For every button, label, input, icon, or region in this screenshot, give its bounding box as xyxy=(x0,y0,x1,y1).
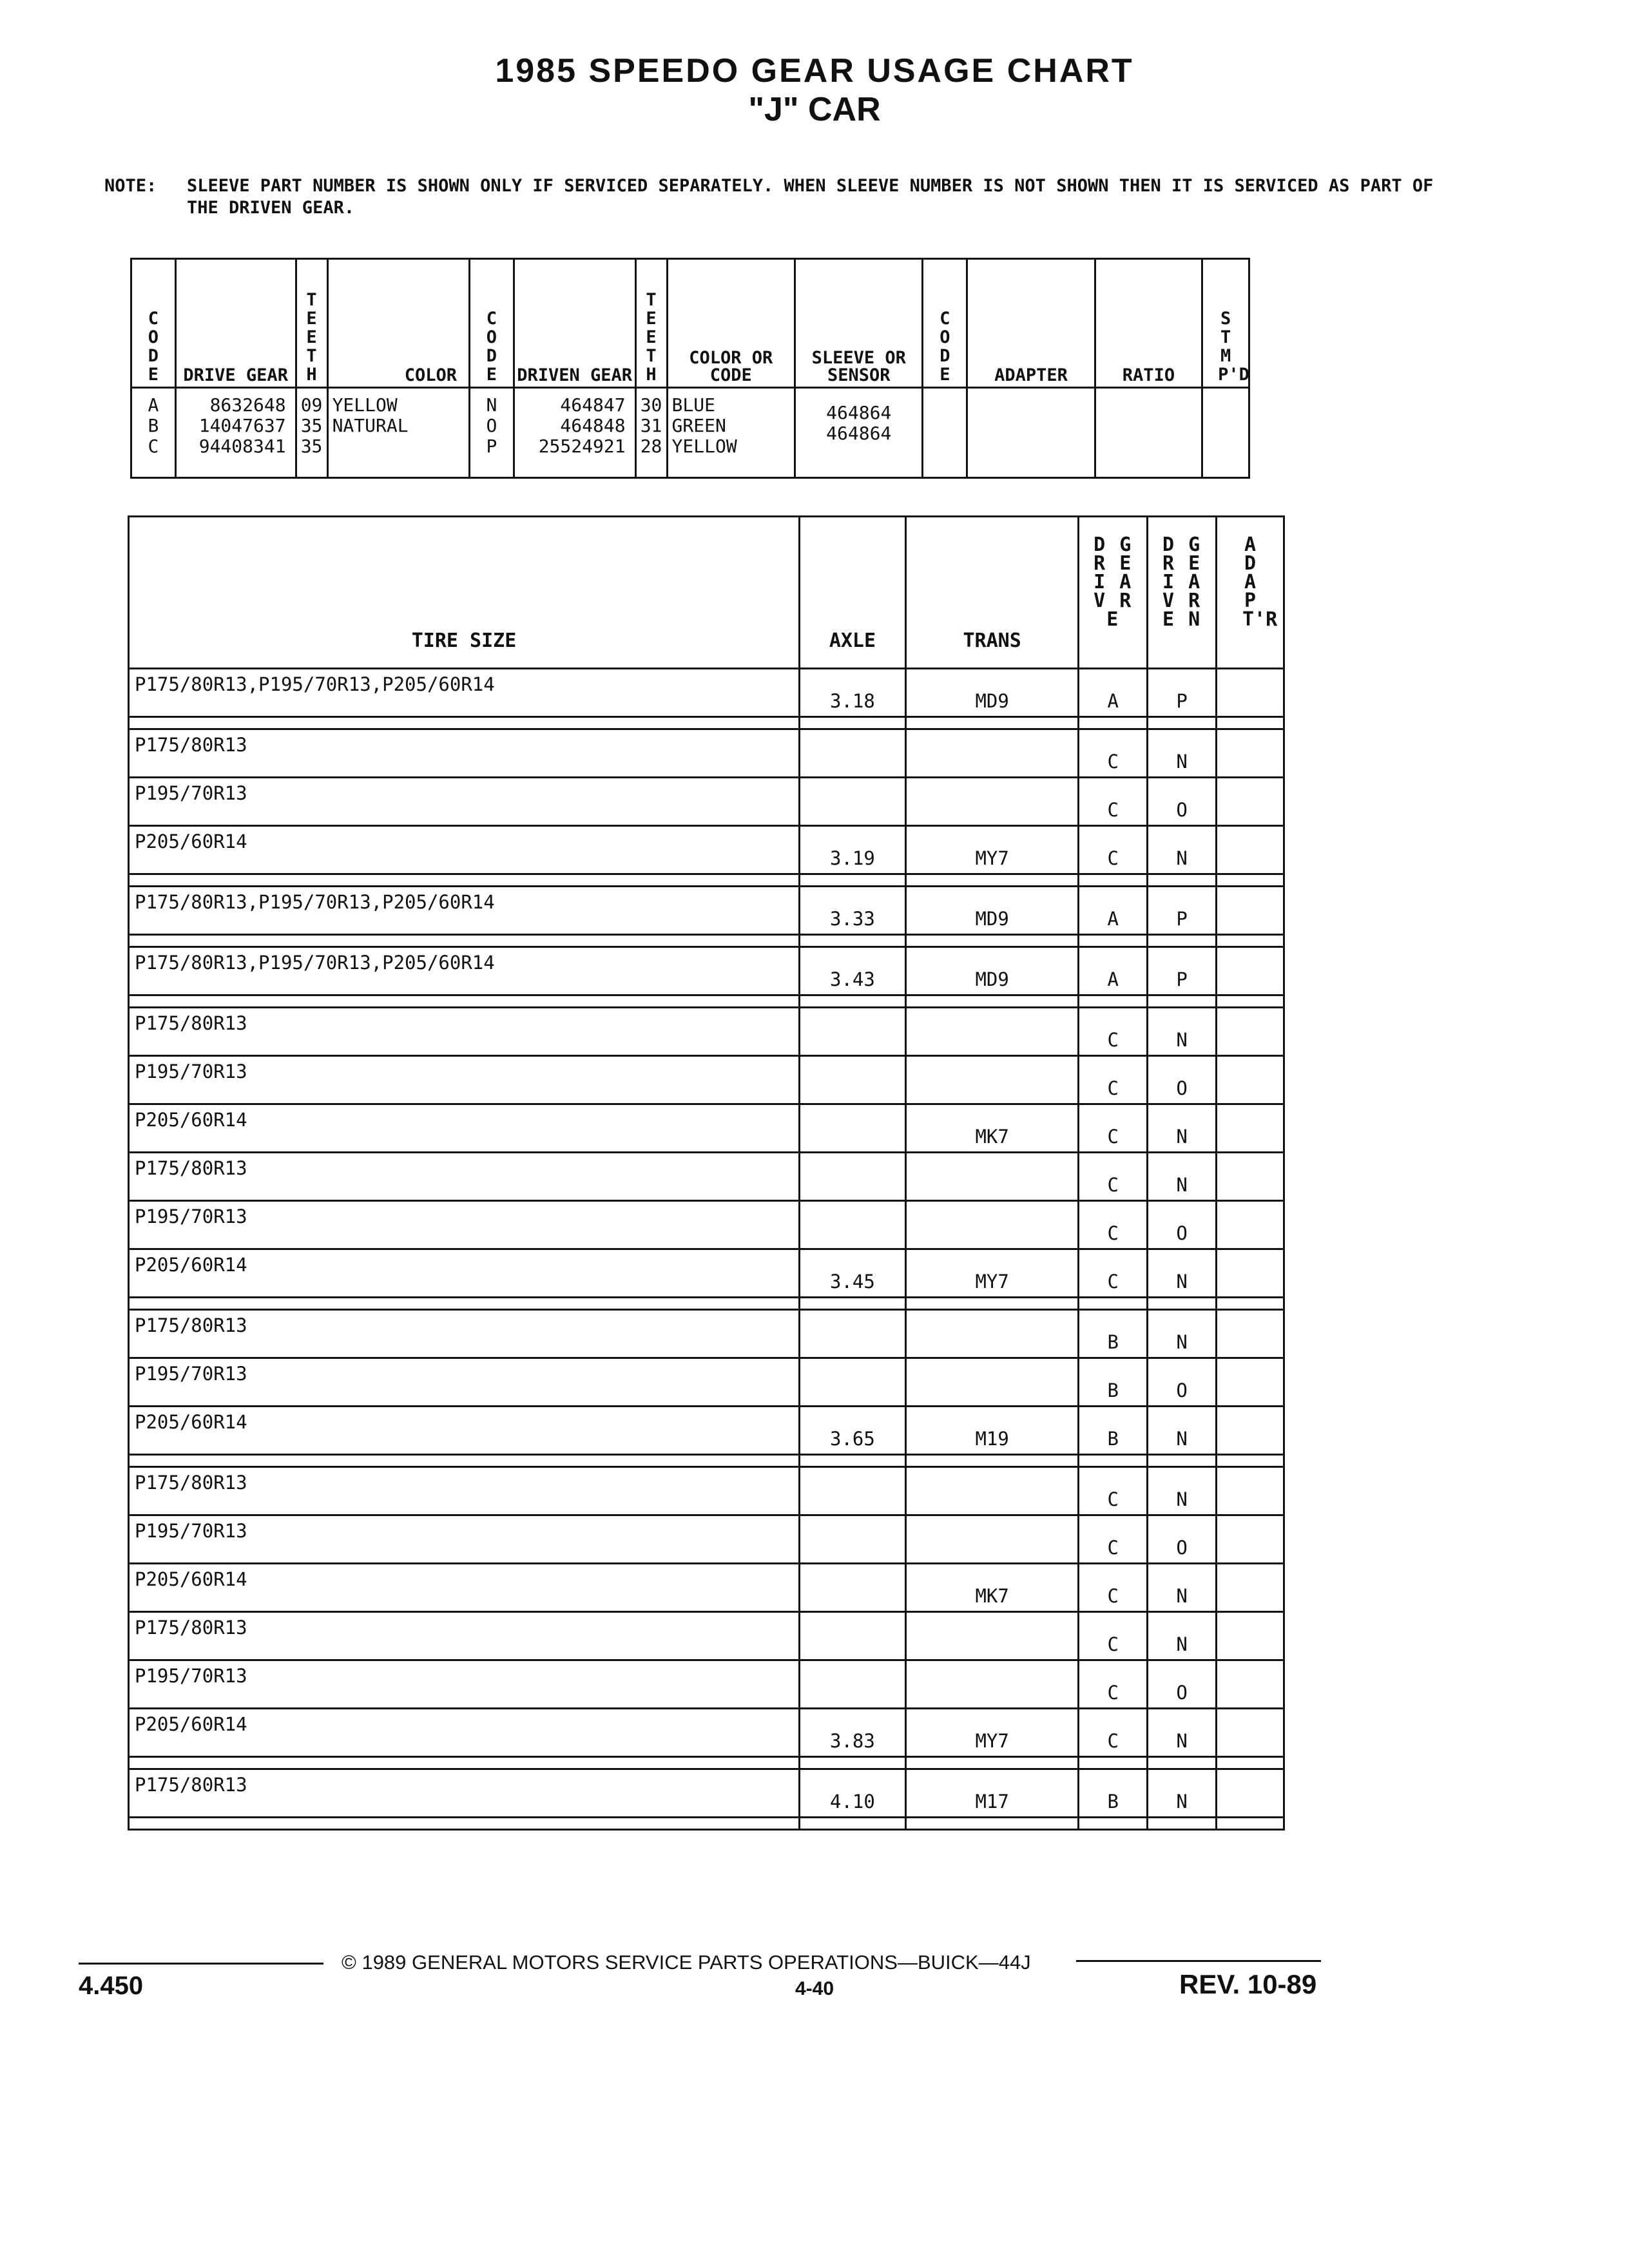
code-3-cell xyxy=(923,388,967,478)
tire-size-cell: P195/70R13 xyxy=(129,1515,800,1564)
sleeve-number: 464864 xyxy=(826,402,892,423)
spacer-cell xyxy=(1079,1757,1148,1769)
tire-size-cell: P175/80R13 xyxy=(129,1467,800,1515)
usage-row xyxy=(129,669,1284,717)
header-tire-size: TIRE SIZE xyxy=(129,517,800,669)
trans-cell: MY7 xyxy=(905,1709,1078,1757)
header-adapter: ADAPT'R xyxy=(1216,517,1284,669)
page-number-left: 4.450 xyxy=(79,1972,144,2000)
tire-size-cell: P175/80R13 xyxy=(129,1008,800,1056)
adapter-code-cell xyxy=(1216,947,1284,995)
driven-gear-code-cell: N xyxy=(1148,1104,1217,1153)
driven-gear-number: 464847 xyxy=(560,394,626,416)
parts-table xyxy=(130,258,1250,479)
group-spacer-row xyxy=(129,935,1284,947)
adapter-cell xyxy=(967,388,1095,478)
adapter-code-cell xyxy=(1216,1467,1284,1515)
trans-cell xyxy=(905,729,1078,778)
driven-gear-code-cell: N xyxy=(1148,1769,1217,1818)
tire-size-cell: P195/70R13 xyxy=(129,1358,800,1407)
drive-color: YELLOW xyxy=(332,394,398,416)
spacer-cell xyxy=(129,995,800,1008)
spacer-cell xyxy=(129,1298,800,1310)
axle-cell: 3.65 xyxy=(799,1407,905,1455)
drive-gear-code-cell: C xyxy=(1079,778,1148,826)
driven-gear-code-cell: O xyxy=(1148,1660,1217,1709)
usage-table xyxy=(128,515,1285,1831)
usage-row xyxy=(129,887,1284,935)
adapter-code-cell xyxy=(1216,1564,1284,1612)
drive-gear-code-cell: C xyxy=(1079,1056,1148,1104)
note-label: NOTE: xyxy=(104,176,157,196)
axle-cell xyxy=(799,1153,905,1201)
axle-cell: 3.83 xyxy=(799,1709,905,1757)
drive-code: C xyxy=(148,436,159,457)
group-spacer-row xyxy=(129,717,1284,729)
axle-cell: 3.43 xyxy=(799,947,905,995)
axle-cell: 4.10 xyxy=(799,1769,905,1818)
adapter-code-cell xyxy=(1216,1104,1284,1153)
spacer-cell xyxy=(799,935,905,947)
adapter-code-cell xyxy=(1216,1407,1284,1455)
usage-row xyxy=(129,1515,1284,1564)
title-line-1: 1985 SPEEDO GEAR USAGE CHART xyxy=(495,52,1134,90)
group-spacer-row xyxy=(129,995,1284,1008)
driven-gears-cell xyxy=(514,388,635,478)
driven-gear-code-cell: P xyxy=(1148,669,1217,717)
driven-color: GREEN xyxy=(671,415,726,436)
drive-gear-number: 94408341 xyxy=(198,436,286,457)
spacer-cell xyxy=(1148,874,1217,887)
tire-size-cell: P175/80R13 xyxy=(129,1769,800,1818)
header-driven-gear: DRIVEN GEAR xyxy=(514,259,635,388)
spacer-cell xyxy=(1216,1455,1284,1467)
group-spacer-row xyxy=(129,1757,1284,1769)
axle-cell xyxy=(799,1104,905,1153)
trans-cell: MY7 xyxy=(905,826,1078,874)
header-color-or-code: COLOR OR CODE xyxy=(667,259,795,388)
spacer-cell xyxy=(1079,1818,1148,1830)
tire-size-cell: P175/80R13,P195/70R13,P205/60R14 xyxy=(129,947,800,995)
driven-gear-code-cell: O xyxy=(1148,1056,1217,1104)
drive-gear-code-cell: C xyxy=(1079,1709,1148,1757)
usage-row xyxy=(129,1153,1284,1201)
spacer-cell xyxy=(1148,935,1217,947)
trans-cell xyxy=(905,1467,1078,1515)
spacer-cell xyxy=(129,1455,800,1467)
spacer-cell xyxy=(1216,995,1284,1008)
spacer-cell xyxy=(1148,1298,1217,1310)
group-spacer-row xyxy=(129,1818,1284,1830)
tire-size-cell: P175/80R13 xyxy=(129,1612,800,1660)
header-adapter: ADAPTER xyxy=(967,259,1095,388)
driven-code: P xyxy=(486,436,497,457)
page-title xyxy=(0,52,1629,129)
trans-cell xyxy=(905,1008,1078,1056)
usage-row xyxy=(129,778,1284,826)
usage-row xyxy=(129,1056,1284,1104)
tire-size-cell: P175/80R13 xyxy=(129,1153,800,1201)
sleeve-number: 464864 xyxy=(826,423,892,444)
spacer-cell xyxy=(799,874,905,887)
drive-gears-cell xyxy=(175,388,296,478)
header-axle: AXLE xyxy=(799,517,905,669)
trans-cell xyxy=(905,1201,1078,1249)
drive-gear-code-cell: C xyxy=(1079,1612,1148,1660)
drive-color: NATURAL xyxy=(332,415,409,436)
drive-gear-code-cell: C xyxy=(1079,1201,1148,1249)
stmpd-cell xyxy=(1202,388,1249,478)
spacer-cell xyxy=(1216,717,1284,729)
drive-gear-number: 8632648 xyxy=(209,394,286,416)
spacer-cell xyxy=(1216,1757,1284,1769)
drive-gear-number: 14047637 xyxy=(198,415,286,436)
trans-cell xyxy=(905,1153,1078,1201)
driven-gear-code-cell: N xyxy=(1148,1310,1217,1358)
driven-gear-code-cell: N xyxy=(1148,1407,1217,1455)
usage-row xyxy=(129,1104,1284,1153)
driven-gear-code-cell: N xyxy=(1148,729,1217,778)
usage-row xyxy=(129,826,1284,874)
drive-gear-code-cell: C xyxy=(1079,1104,1148,1153)
spacer-cell xyxy=(1079,1298,1148,1310)
drive-teeth: 09 xyxy=(300,394,323,416)
drive-gear-code-cell: C xyxy=(1079,1153,1148,1201)
drive-gear-code-cell: C xyxy=(1079,1564,1148,1612)
spacer-cell xyxy=(905,935,1078,947)
tire-size-cell: P205/60R14 xyxy=(129,1407,800,1455)
axle-cell xyxy=(799,1467,905,1515)
header-ratio: RATIO xyxy=(1095,259,1202,388)
axle-cell: 3.45 xyxy=(799,1249,905,1298)
trans-cell: MK7 xyxy=(905,1564,1078,1612)
spacer-cell xyxy=(799,1298,905,1310)
spacer-cell xyxy=(1148,1757,1217,1769)
spacer-cell xyxy=(1079,995,1148,1008)
trans-cell: MY7 xyxy=(905,1249,1078,1298)
adapter-code-cell xyxy=(1216,1515,1284,1564)
driven-color: BLUE xyxy=(671,394,715,416)
drive-gear-code-cell: B xyxy=(1079,1407,1148,1455)
driven-gear-code-cell: O xyxy=(1148,1201,1217,1249)
usage-body xyxy=(129,669,1284,1830)
drive-color xyxy=(333,436,465,457)
usage-row xyxy=(129,1407,1284,1455)
axle-cell xyxy=(799,1358,905,1407)
spacer-cell xyxy=(1079,935,1148,947)
drive-gear-code-cell: C xyxy=(1079,1660,1148,1709)
header-code-3: CODE xyxy=(923,259,967,388)
drive-gear-code-cell: B xyxy=(1079,1358,1148,1407)
adapter-code-cell xyxy=(1216,1201,1284,1249)
tire-size-cell: P175/80R13 xyxy=(129,1310,800,1358)
spacer-cell xyxy=(1216,874,1284,887)
tire-size-cell: P175/80R13,P195/70R13,P205/60R14 xyxy=(129,669,800,717)
spacer-cell xyxy=(905,874,1078,887)
drive-teeth: 35 xyxy=(300,415,323,436)
usage-row xyxy=(129,1201,1284,1249)
spacer-cell xyxy=(129,874,800,887)
trans-cell: MD9 xyxy=(905,887,1078,935)
header-code-1: CODE xyxy=(131,259,176,388)
title-line-2: "J" CAR xyxy=(748,91,881,128)
tire-size-cell: P195/70R13 xyxy=(129,778,800,826)
spacer-cell xyxy=(905,717,1078,729)
adapter-code-cell xyxy=(1216,729,1284,778)
spacer-cell xyxy=(905,1298,1078,1310)
driven-gear-code-cell: N xyxy=(1148,1564,1217,1612)
driven-gear-code-cell: N xyxy=(1148,1008,1217,1056)
usage-row xyxy=(129,1358,1284,1407)
drive-gear-code-cell: A xyxy=(1079,947,1148,995)
trans-cell xyxy=(905,1056,1078,1104)
ratio-cell xyxy=(1095,388,1202,478)
driven-gear-code-cell: N xyxy=(1148,1153,1217,1201)
drive-codes-cell xyxy=(131,388,176,478)
spacer-cell xyxy=(905,1455,1078,1467)
drive-gear-code-cell: A xyxy=(1079,669,1148,717)
adapter-code-cell xyxy=(1216,826,1284,874)
group-spacer-row xyxy=(129,1298,1284,1310)
header-driver-gear: D G R E I A V R E xyxy=(1079,517,1148,669)
driven-gear-code-cell: P xyxy=(1148,947,1217,995)
spacer-cell xyxy=(1216,1298,1284,1310)
driven-gear-number: 25524921 xyxy=(538,436,626,457)
header-code-2: CODE xyxy=(470,259,514,388)
spacer-cell xyxy=(1148,1455,1217,1467)
group-spacer-row xyxy=(129,1455,1284,1467)
drive-teeth-cell xyxy=(296,388,327,478)
axle-cell: 3.18 xyxy=(799,669,905,717)
driven-codes-cell xyxy=(470,388,514,478)
header-trans: TRANS xyxy=(905,517,1078,669)
drive-gear-code-cell: C xyxy=(1079,1467,1148,1515)
tire-size-cell: P205/60R14 xyxy=(129,826,800,874)
driven-gear-code-cell: N xyxy=(1148,1249,1217,1298)
trans-cell: M19 xyxy=(905,1407,1078,1455)
tire-size-cell: P195/70R13 xyxy=(129,1660,800,1709)
adapter-code-cell xyxy=(1216,1612,1284,1660)
header-stmpd: STMP'D xyxy=(1202,259,1249,388)
header-sleeve-or-sensor: SLEEVE OR SENSOR xyxy=(795,259,923,388)
axle-cell xyxy=(799,1056,905,1104)
spacer-cell xyxy=(1148,1818,1217,1830)
note-text: SLEEVE PART NUMBER IS SHOWN ONLY IF SERVICED SEPARATELY. WHEN SLEEVE NUMBER IS NOT SHOWN THEN IT IS SERVICED AS PART OF THE DRIVEN GEAR. xyxy=(187,176,1434,218)
spacer-cell xyxy=(129,717,800,729)
spacer-cell xyxy=(905,995,1078,1008)
trans-cell: MD9 xyxy=(905,669,1078,717)
header-teeth-1: TEETH xyxy=(296,259,327,388)
header-teeth-2: TEETH xyxy=(635,259,667,388)
usage-row xyxy=(129,947,1284,995)
tire-size-cell: P175/80R13,P195/70R13,P205/60R14 xyxy=(129,887,800,935)
driven-teeth: 31 xyxy=(640,415,662,436)
spacer-cell xyxy=(129,1757,800,1769)
drive-code: A xyxy=(148,394,159,416)
axle-cell xyxy=(799,1310,905,1358)
tire-size-cell: P205/60R14 xyxy=(129,1709,800,1757)
axle-cell: 3.19 xyxy=(799,826,905,874)
driven-gear-code-cell: O xyxy=(1148,1515,1217,1564)
axle-cell: 3.33 xyxy=(799,887,905,935)
spacer-cell xyxy=(1079,874,1148,887)
axle-cell xyxy=(799,1008,905,1056)
drive-gear-code-cell: B xyxy=(1079,1310,1148,1358)
spacer-cell xyxy=(129,1818,800,1830)
driven-gear-code-cell: P xyxy=(1148,887,1217,935)
adapter-code-cell xyxy=(1216,1660,1284,1709)
drive-gear-code-cell: A xyxy=(1079,887,1148,935)
usage-row xyxy=(129,1249,1284,1298)
usage-row xyxy=(129,1467,1284,1515)
driven-teeth-cell xyxy=(635,388,667,478)
driven-gear-code-cell: N xyxy=(1148,826,1217,874)
spacer-cell xyxy=(1079,1455,1148,1467)
driven-code: O xyxy=(486,415,497,436)
adapter-code-cell xyxy=(1216,1056,1284,1104)
drive-gear-code-cell: C xyxy=(1079,1249,1148,1298)
header-drive-gear: DRIVE GEAR xyxy=(175,259,296,388)
spacer-cell xyxy=(905,1757,1078,1769)
drive-gear-code-cell: C xyxy=(1079,729,1148,778)
usage-row xyxy=(129,1008,1284,1056)
driven-colors-cell xyxy=(667,388,795,478)
adapter-code-cell xyxy=(1216,778,1284,826)
adapter-code-cell xyxy=(1216,669,1284,717)
drive-colors-cell xyxy=(327,388,469,478)
header-driven-gear: D G R E I A V R E N xyxy=(1148,517,1217,669)
drive-code: B xyxy=(148,415,159,436)
tire-size-cell: P205/60R14 xyxy=(129,1249,800,1298)
driven-gear-code-cell: N xyxy=(1148,1612,1217,1660)
spacer-cell xyxy=(1216,1818,1284,1830)
trans-cell xyxy=(905,778,1078,826)
trans-cell: MD9 xyxy=(905,947,1078,995)
adapter-code-cell xyxy=(1216,1709,1284,1757)
trans-cell xyxy=(905,1310,1078,1358)
adapter-code-cell xyxy=(1216,1358,1284,1407)
driven-gear-code-cell: O xyxy=(1148,1358,1217,1407)
page-number-center: 4-40 xyxy=(795,1978,834,1999)
trans-cell xyxy=(905,1515,1078,1564)
tire-size-cell: P195/70R13 xyxy=(129,1201,800,1249)
driven-code: N xyxy=(486,394,497,416)
adapter-code-cell xyxy=(1216,1769,1284,1818)
spacer-cell xyxy=(799,995,905,1008)
usage-row xyxy=(129,1709,1284,1757)
spacer-cell xyxy=(799,1455,905,1467)
adapter-code-cell xyxy=(1216,1153,1284,1201)
drive-gear-code-cell: C xyxy=(1079,1515,1148,1564)
group-spacer-row xyxy=(129,874,1284,887)
spacer-cell xyxy=(129,935,800,947)
spacer-cell xyxy=(799,1818,905,1830)
usage-row xyxy=(129,1310,1284,1358)
axle-cell xyxy=(799,729,905,778)
usage-row xyxy=(129,729,1284,778)
usage-row xyxy=(129,1660,1284,1709)
spacer-cell xyxy=(1148,995,1217,1008)
tire-size-cell: P205/60R14 xyxy=(129,1104,800,1153)
header-color-1: COLOR xyxy=(327,259,469,388)
adapter-code-cell xyxy=(1216,1008,1284,1056)
usage-row xyxy=(129,1564,1284,1612)
usage-row xyxy=(129,1769,1284,1818)
axle-cell xyxy=(799,778,905,826)
usage-row xyxy=(129,1612,1284,1660)
driven-gear-code-cell: N xyxy=(1148,1709,1217,1757)
spacer-cell xyxy=(905,1818,1078,1830)
spacer-cell xyxy=(1079,717,1148,729)
revision: REV. 10-89 xyxy=(1179,1969,1317,1999)
driven-color: YELLOW xyxy=(671,436,737,457)
axle-cell xyxy=(799,1201,905,1249)
tire-size-cell: P205/60R14 xyxy=(129,1564,800,1612)
sleeves-cell xyxy=(795,388,923,478)
spacer-cell xyxy=(799,717,905,729)
driven-teeth: 30 xyxy=(640,394,662,416)
spacer-cell xyxy=(799,1757,905,1769)
spacer-cell xyxy=(1216,935,1284,947)
axle-cell xyxy=(799,1612,905,1660)
driven-gear-number: 464848 xyxy=(560,415,626,436)
driven-teeth: 28 xyxy=(640,436,662,457)
adapter-code-cell xyxy=(1216,1310,1284,1358)
drive-gear-code-cell: B xyxy=(1079,1769,1148,1818)
trans-cell xyxy=(905,1612,1078,1660)
adapter-code-cell xyxy=(1216,887,1284,935)
driven-gear-code-cell: N xyxy=(1148,1467,1217,1515)
axle-cell xyxy=(799,1515,905,1564)
drive-teeth: 35 xyxy=(300,436,323,457)
spacer-cell xyxy=(1148,717,1217,729)
trans-cell xyxy=(905,1660,1078,1709)
tire-size-cell: P175/80R13 xyxy=(129,729,800,778)
drive-gear-code-cell: C xyxy=(1079,826,1148,874)
axle-cell xyxy=(799,1660,905,1709)
copyright: © 1989 GENERAL MOTORS SERVICE PARTS OPERATIONS—BUICK—44J xyxy=(342,1951,1031,1974)
adapter-code-cell xyxy=(1216,1249,1284,1298)
trans-cell: MK7 xyxy=(905,1104,1078,1153)
axle-cell xyxy=(799,1564,905,1612)
trans-cell xyxy=(905,1358,1078,1407)
tire-size-cell: P195/70R13 xyxy=(129,1056,800,1104)
drive-gear-code-cell: C xyxy=(1079,1008,1148,1056)
trans-cell: M17 xyxy=(905,1769,1078,1818)
driven-gear-code-cell: O xyxy=(1148,778,1217,826)
